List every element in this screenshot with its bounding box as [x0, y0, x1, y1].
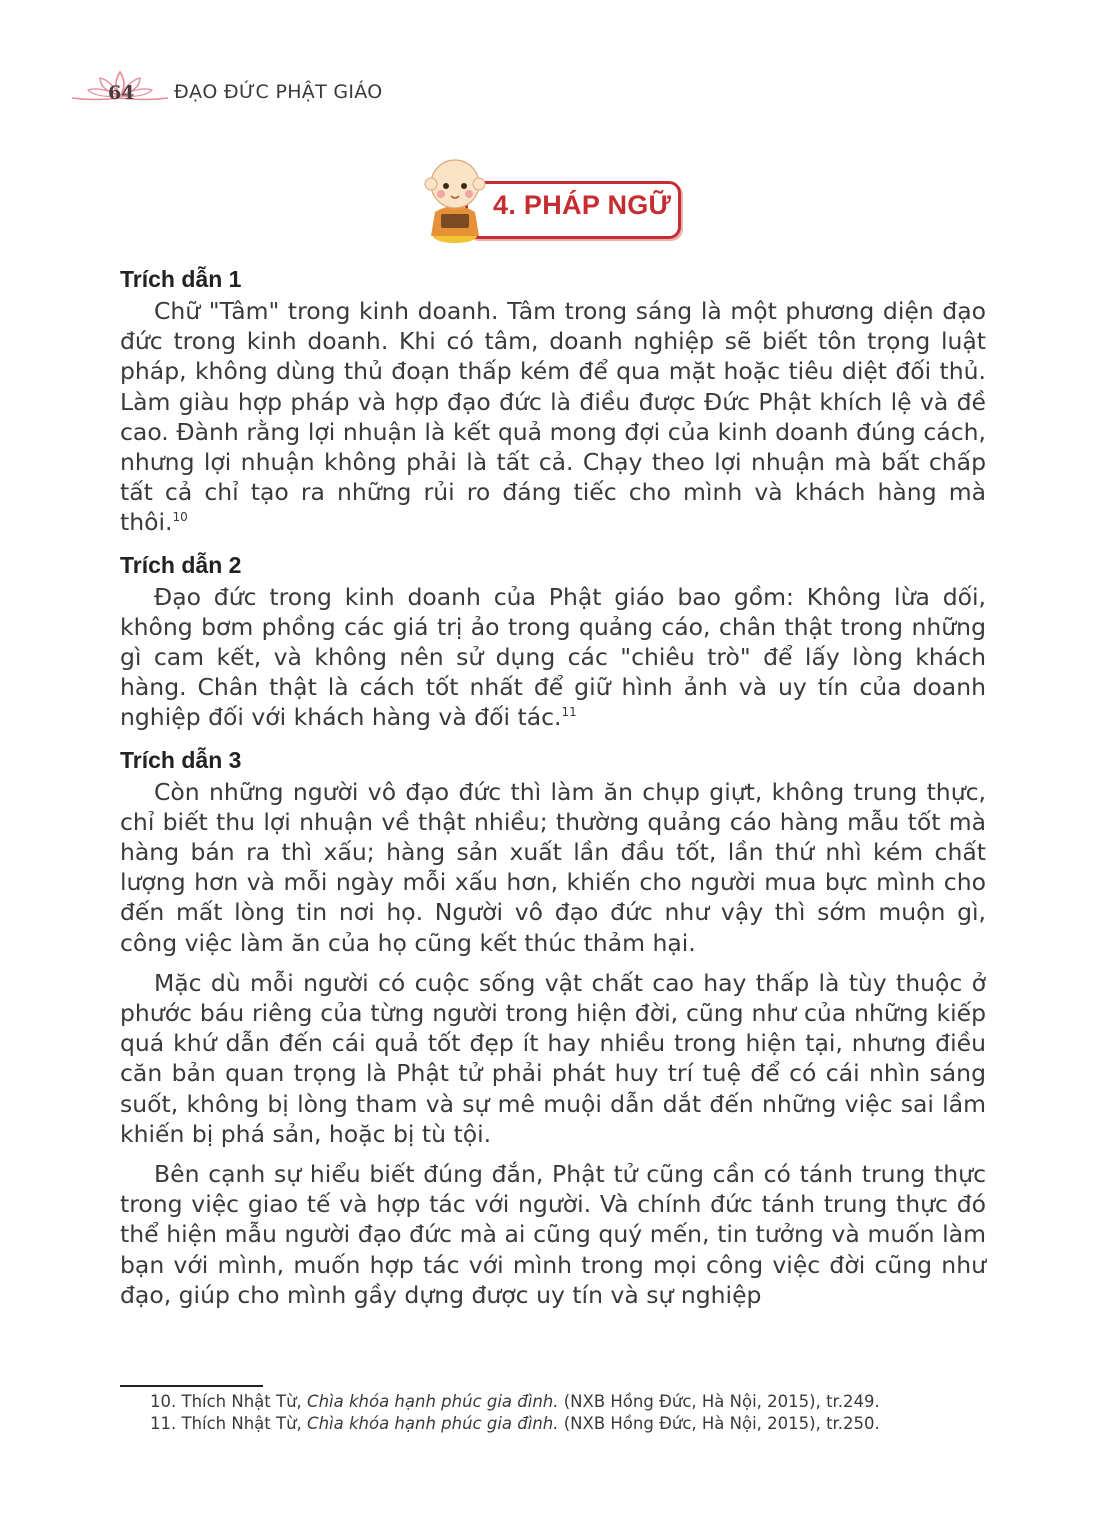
section-title-badge: [417, 150, 687, 250]
running-header: [70, 68, 390, 118]
quote-paragraph: Đạo đức trong kinh doanh của Phật giáo bao gồm: Không lừa dối, không bơm phồng các giá trị ảo trong quảng cáo, chân thật trong những gì cam kết, và không nên sử dụng các "chiêu trò" để lấy lòng khách hàng. Chân thật là cách tốt nhất để giữ hình ảnh và uy tín của doanh nghiệp đối với khách hàng và đối tác.$^{11}$: [120, 582, 986, 732]
footnote-divider: [120, 1385, 263, 1387]
footnote-item: 11. Thích Nhật Từ, Chìa khóa hạnh phúc gia đình. (NXB Hồng Đức, Hà Nội, 2015), tr.250.: [150, 1414, 880, 1433]
quote-paragraph: Bên cạnh sự hiểu biết đúng đắn, Phật tử cũng cần có tánh trung thực trong việc giao tế và hợp tác với người. Và chính đức tánh trung thực đó thể hiện mẫu người đạo đức mà ai cũng quý mến, tin tưởng và muốn làm bạn với mình, muốn hợp tác với mình trong mọi công việc đời cũng như đạo, giúp cho mình gầy dựng được uy tín và sự nghiệp: [120, 1160, 986, 1309]
footnote-item: 10. Thích Nhật Từ, Chìa khóa hạnh phúc gia đình. (NXB Hồng Đức, Hà Nội, 2015), tr.249.: [150, 1392, 880, 1411]
quote-heading-3: Trích dẫn 3: [120, 746, 242, 773]
quote-paragraph: Mặc dù mỗi người có cuộc sống vật chất cao hay thấp là tùy thuộc ở phước báu riêng của từng người trong hiện đời, cũng như của những kiếp quá khứ dẫn đến cái quả tốt đẹp ít hay nhiều trong hiện tại, nhưng điều căn bản quan trọng là Phật tử phải phát huy trí tuệ để có cái nhìn sáng suốt, không bị lòng tham và sự mê muội dẫn dắt đến những việc sai lầm khiến bị phá sản, hoặc bị tù tội.: [120, 968, 986, 1148]
footnotes: [150, 1391, 1010, 1435]
quote-heading-2: Trích dẫn 2: [120, 551, 242, 578]
quote-paragraph: Còn những người vô đạo đức thì làm ăn chụp giựt, không trung thực, chỉ biết thu lợi nhuận về thật nhiều; thường quảng cáo hàng mẫu tốt mà hàng bán ra thì xấu; hàng sản xuất lần đầu tốt, lần thứ nhì kém chất lượng hơn và mỗi ngày mỗi xấu hơn, khiến cho người mua bực mình cho đến mất lòng tin nơi họ. Người vô đạo đức như vậy thì sớm muộn gì, công việc làm ăn của họ cũng kết thúc thảm hại.: [120, 777, 986, 957]
page-number: 64: [108, 82, 135, 104]
main-content: [120, 262, 986, 1320]
quote-paragraph: Chữ "Tâm" trong kinh doanh. Tâm trong sáng là một phương diện đạo đức trong kinh doanh. Khi có tâm, doanh nghiệp sẽ biết tôn trọng luật pháp, không dùng thủ đoạn thấp kém để qua mặt hoặc tiêu diệt đối thủ. Làm giàu hợp pháp và hợp đạo đức là điều được Đức Phật khích lệ và đề cao. Đành rằng lợi nhuận là kết quả mong đợi của kinh doanh đúng cách, nhưng lợi nhuận không phải là tất cả. Chạy theo lợi nhuận mà bất chấp tất cả chỉ tạo ra những rủi ro đáng tiếc cho mình và khách hàng mà thôi.$^{10}$: [120, 297, 986, 537]
footnote-ref: 11: [561, 705, 577, 720]
footnote-ref: 10: [172, 510, 188, 525]
section-title: 4. PHÁP NGỮ: [493, 190, 672, 220]
running-title: ĐẠO ĐỨC PHẬT GIÁO: [174, 81, 383, 103]
monk-mascot-icon: [417, 150, 497, 246]
quote-heading-1: Trích dẫn 1: [120, 266, 242, 292]
